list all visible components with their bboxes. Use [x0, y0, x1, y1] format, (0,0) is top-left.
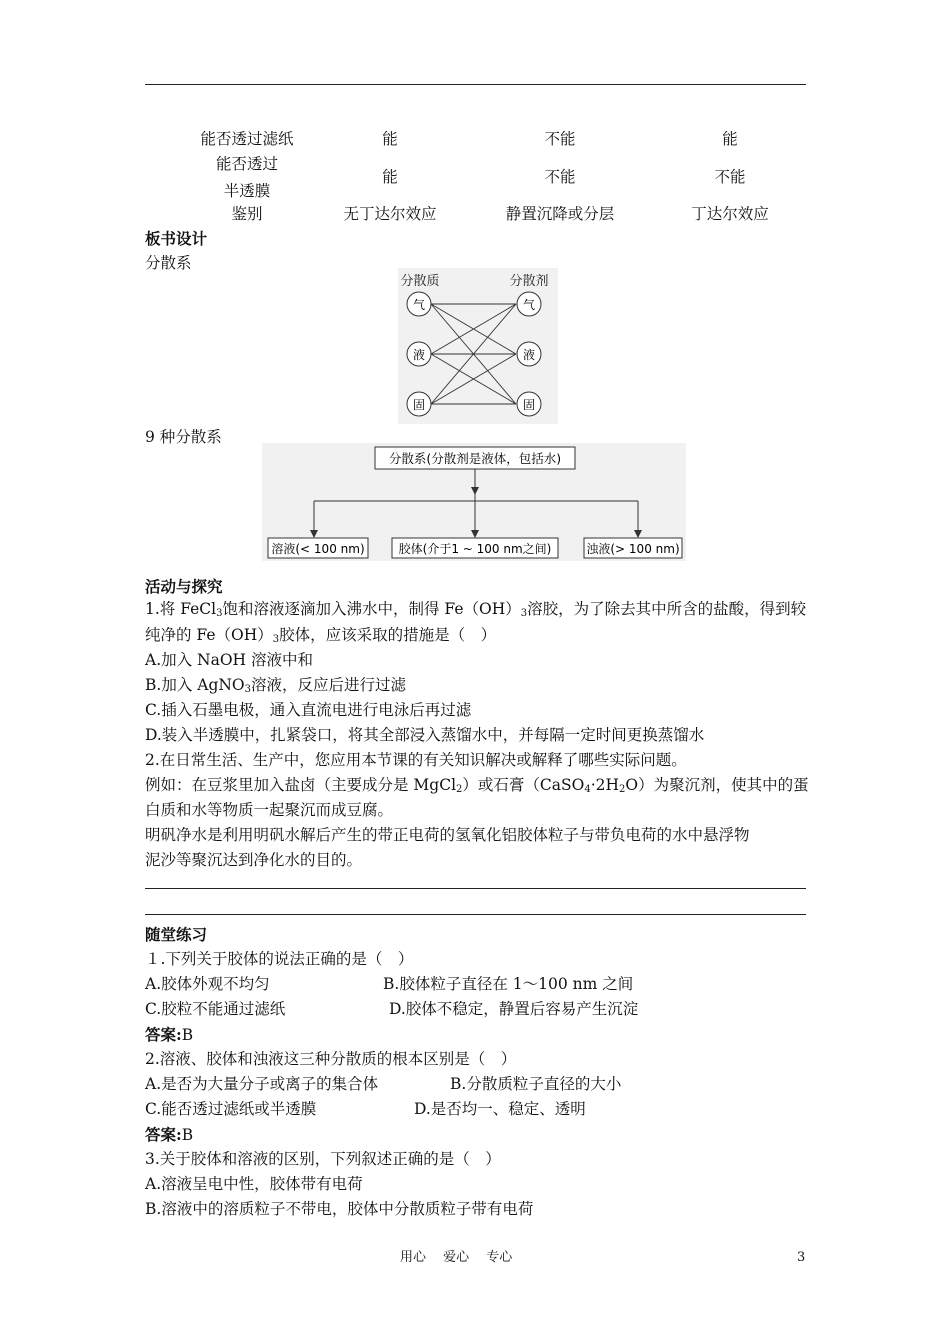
state-solid: 固	[522, 398, 536, 412]
board-subheading: 9 种分散系	[145, 428, 222, 446]
activity-example: 例如：在豆浆里加入盐卤（主要成分是 MgCl$_2$）或石膏$(CaSO_4\cdot 2H_2O)$为聚沉剂，使其中的蛋	[145, 776, 809, 795]
row-label: 能否透过滤纸	[200, 130, 294, 148]
practice-q3-option-a: A.溶液呈电中性，胶体带有电荷	[145, 1175, 363, 1193]
state-liquid: 液	[412, 348, 426, 362]
cell-solution: 能	[382, 130, 398, 148]
practice-q2-option-a: A.是否为大量分子或离子的集合体	[145, 1075, 379, 1093]
activity-q1-cont: 纯净的 $Fe(OH)_3$胶体，应该采取的措施是（ ）	[145, 626, 497, 645]
cell-colloid: 丁达尔效应	[691, 205, 769, 223]
page-number: 3	[797, 1250, 806, 1265]
activity-alum-cont: 泥沙等聚沉达到净化水的目的。	[145, 851, 363, 869]
cell-suspension: 静置沉降或分层	[505, 205, 615, 223]
practice-answer-2: 答案:B	[145, 1125, 194, 1144]
practice-q1-option-a: A.胶体外观不均匀	[145, 975, 270, 993]
activity-example-cont: 白质和水等物质一起聚沉而成豆腐。	[145, 801, 394, 819]
activity-option-b: B.加入 AgNO$_3$溶液，反应后进行过滤	[145, 676, 407, 695]
suspension-label: 浊液(> 100 nm)	[586, 542, 680, 556]
footer-motto: 用心 爱心 专心	[400, 1250, 513, 1265]
row-label: 鉴别	[231, 205, 263, 223]
cell-suspension: 不能	[544, 130, 576, 148]
cell-solution: 能	[382, 168, 398, 186]
root-label: 分散系(分散剂是液体，包括水)	[388, 451, 562, 466]
dispersion-medium-title: 分散剂	[509, 274, 549, 289]
row-label: 能否透过 半透膜	[215, 155, 278, 200]
section-heading-activity: 活动与探究	[145, 577, 223, 596]
state-liquid: 液	[522, 348, 536, 362]
practice-q2-option-d: D.是否均一、稳定、透明	[414, 1100, 586, 1118]
practice-q3-option-b: B.溶液中的溶质粒子不带电，胶体中分散质粒子带有电荷	[145, 1200, 534, 1218]
practice-q2: 2.溶液、胶体和浊液这三种分散质的根本区别是（ ）	[145, 1050, 517, 1068]
state-solid: 固	[412, 398, 426, 412]
practice-q1-option-b: B.胶体粒子直径在 1～100 nm 之间	[383, 975, 634, 993]
cell-colloid: 不能	[714, 168, 746, 186]
activity-alum: 明矾净水是利用明矾水解后产生的带正电荷的氢氧化铝胶体粒子与带负电荷的水中悬浮物	[145, 826, 750, 844]
cell-suspension: 不能	[544, 168, 576, 186]
practice-q3: 3.关于胶体和溶液的区别，下列叙述正确的是（ ）	[145, 1150, 501, 1168]
right-state-nodes	[517, 292, 541, 416]
practice-q2-option-c: C.能否透过滤纸或半透膜	[145, 1100, 317, 1118]
state-gas: 气	[522, 298, 536, 312]
practice-q2-option-b: B.分散质粒子直径的大小	[450, 1075, 622, 1093]
header-rule	[145, 84, 806, 85]
board-subheading: 分散系	[145, 254, 192, 272]
activity-q1: 1.将 FeCl$_3$饱和溶液逐滴加入沸水中，制得 $Fe(OH)_3$溶胶，为了除去其中所含的盐酸，得到较	[145, 600, 807, 619]
practice-answer-1: 答案:B	[145, 1025, 194, 1044]
activity-option-d: D.装入半透膜中，扎紧袋口，将其全部浸入蒸馏水中，并每隔一定时间更换蒸馏水	[145, 726, 705, 744]
activity-option-c: C.插入石墨电极，通入直流电进行电泳后再过滤	[145, 701, 472, 719]
practice-q1: １.下列关于胶体的说法正确的是（ ）	[145, 950, 414, 968]
cell-colloid: 能	[722, 130, 738, 148]
activity-q2: 2.在日常生活、生产中，您应用本节课的有关知识解决或解释了哪些实际问题。	[145, 751, 687, 769]
activity-option-a: A.加入 NaOH 溶液中和	[145, 651, 314, 669]
cell-solution: 无丁达尔效应	[343, 205, 437, 223]
left-state-nodes	[407, 292, 431, 416]
colloid-label: 胶体(介于1 ~ 100 nm之间)	[398, 542, 552, 556]
section-heading-board: 板书设计	[145, 229, 208, 248]
dispersion-classification-diagram	[262, 443, 686, 561]
practice-q1-option-c: C.胶粒不能通过滤纸	[145, 1000, 286, 1018]
state-gas: 气	[412, 298, 426, 312]
section-heading-practice: 随堂练习	[145, 925, 208, 944]
answer-blank-line	[145, 888, 806, 889]
solution-label: 溶液(< 100 nm)	[271, 542, 365, 556]
dispersed-phase-title: 分散质	[400, 274, 440, 289]
dispersion-combination-diagram	[398, 268, 558, 424]
practice-q1-option-d: D.胶体不稳定，静置后容易产生沉淀	[389, 1000, 639, 1018]
answer-blank-line	[145, 914, 806, 915]
